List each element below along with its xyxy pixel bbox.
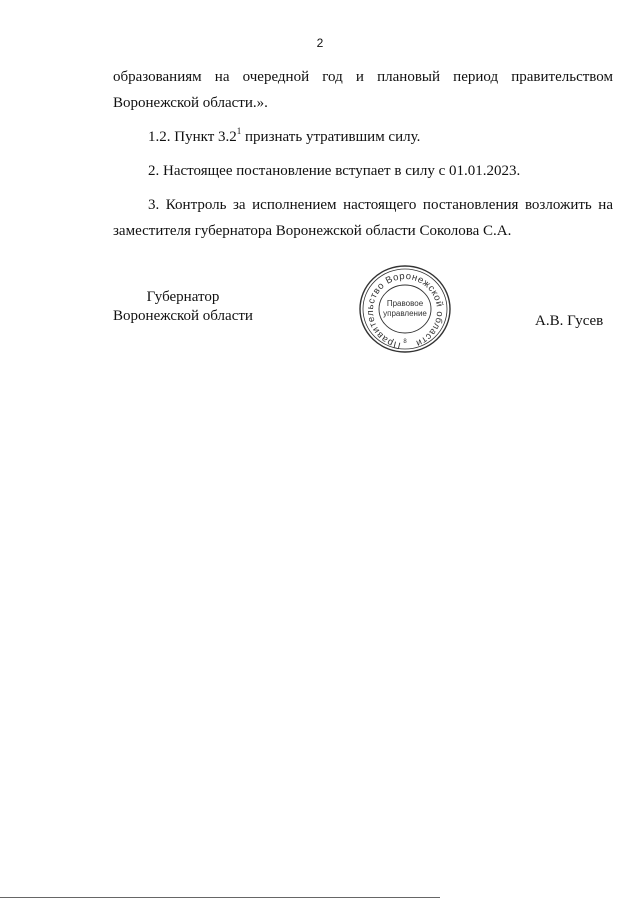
stamp-center-line1: Правовое [386,299,424,308]
paragraph-item-3-line2: заместителя губернатора Воронежской области Соколова С.А. [113,223,512,239]
signatory-title-line2: Воронежской области [113,308,253,324]
paragraph-continuation-line2: Воронежской области.». [113,95,268,111]
paragraph-continuation-line1: образованиям на очередной год и плановый период правительством [113,69,613,85]
stamp-center-line2: управление [383,309,427,318]
page-number: 2 [316,36,324,50]
item-1-2-superscript: 1 [236,126,242,136]
document-body [113,64,613,252]
signatory-title-line1: Губернатор [146,289,220,305]
official-stamp [357,263,453,355]
signatory-name: А.В. Гусев [535,313,604,329]
item-1-2-rest: признать утратившим силу. [241,129,421,145]
signatory-title [108,288,258,326]
paragraph-item-3-line1: 3. Контроль за исполнением настоящего постановления возложить на [148,197,613,213]
page-footer-rule [0,897,440,898]
stamp-number: 8 [403,339,407,345]
paragraph-item-2: 2. Настоящее постановление вступает в силу с 01.01.2023. [148,163,521,179]
paragraph-item-1-2 [113,124,613,150]
stamp-seal-graphic [357,263,453,355]
item-1-2-text: 1.2. Пункт 3.2 [148,129,237,145]
stamp-ring-text: Правительство Воронежской области [364,270,446,351]
